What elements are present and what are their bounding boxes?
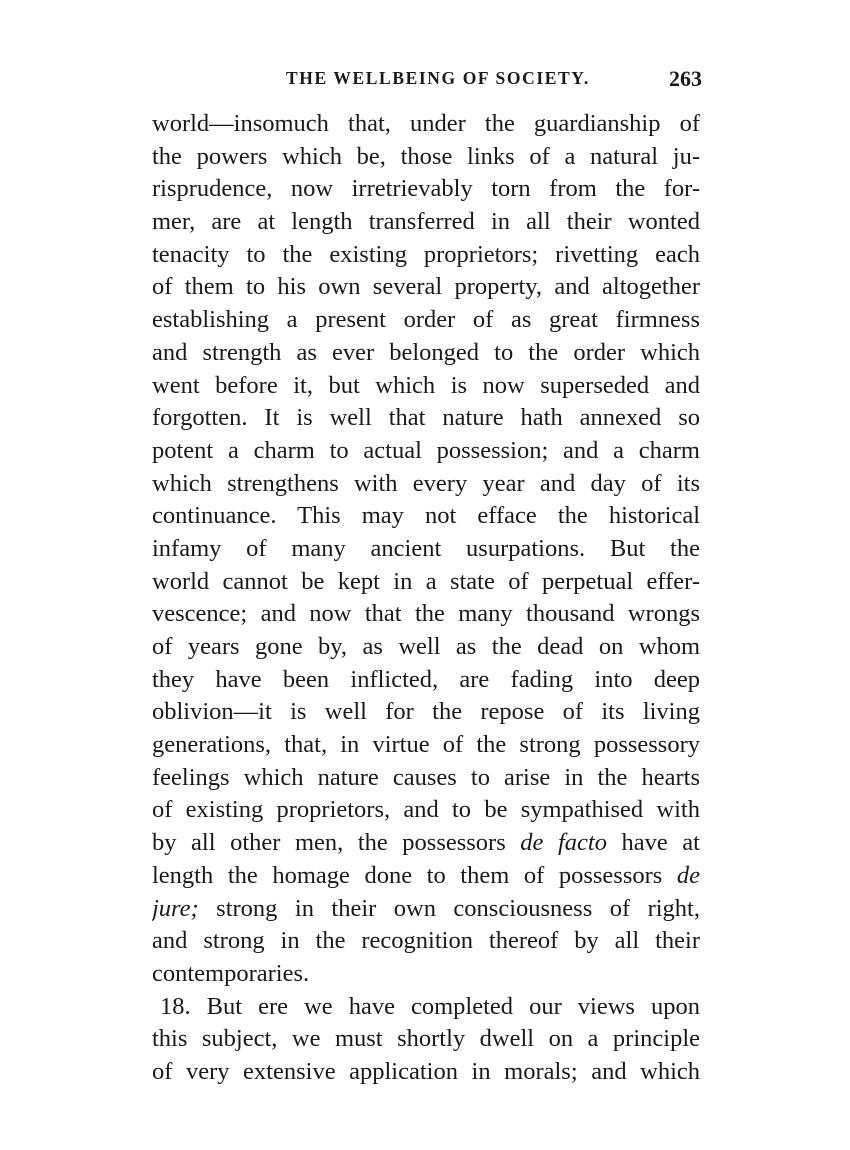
text-line: of very extensive application in morals; and which (152, 1057, 700, 1085)
text-line: risprudence, now irretrievably torn from the for- (152, 175, 700, 203)
text-line: vescence; and now that the many thousand wrongs (152, 600, 700, 628)
running-head (150, 66, 702, 96)
text-line: infamy of many ancient usurpations. But the (152, 534, 700, 562)
page-number: 263 (669, 66, 702, 91)
paragraph-start-line: 18. But ere we have completed our views upon (160, 992, 700, 1020)
text-line-with-italic (152, 860, 700, 893)
text-line: forgotten. It is well that nature hath annexed so (152, 404, 700, 432)
text-line: world—insomuch that, under the guardianship of (152, 110, 700, 137)
text-line: continuance. This may not efface the historical (152, 502, 700, 530)
line-text: strong in their own consciousness of right, (198, 894, 700, 922)
text-line: and strength as ever belonged to the order which (152, 338, 700, 366)
italic-phrase: jure; (152, 894, 199, 922)
body-text (152, 108, 700, 1089)
text-line: of them to his own several property, and altogether (152, 273, 700, 301)
line-text: length the homage done to them of possessors (152, 861, 677, 889)
text-line: the powers which be, those links of a natural ju- (152, 142, 700, 170)
running-title: THE WELLBEING OF SOCIETY. (286, 68, 590, 88)
text-line: and strong in the recognition thereof by all their (152, 927, 700, 955)
text-line: potent a charm to actual possession; and a charm (152, 436, 700, 464)
text-line-with-italic (152, 893, 700, 926)
text-line: feelings which nature causes to arise in the hearts (152, 763, 700, 791)
text-line: oblivion—it is well for the repose of its living (152, 698, 700, 726)
text-line-with-italic (152, 827, 700, 860)
text-line: mer, are at length transferred in all their wonted (152, 208, 700, 236)
text-line: which strengthens with every year and day of its (152, 469, 700, 497)
text-line: this subject, we must shortly dwell on a principle (152, 1025, 700, 1053)
text-line: they have been inflicted, are fading into deep (152, 665, 700, 693)
paragraph-end-line: contemporaries. (152, 959, 310, 987)
text-line: of existing proprietors, and to be sympathised with (152, 796, 700, 824)
text-line: tenacity to the existing proprietors; rivetting each (152, 240, 700, 268)
text-line: world cannot be kept in a state of perpetual effer- (152, 567, 700, 595)
text-line: establishing a present order of as great firmness (152, 306, 700, 334)
line-text: by all other men, the possessors (152, 829, 521, 857)
text-line: went before it, but which is now superseded and (152, 371, 700, 399)
italic-phrase: de (676, 861, 700, 889)
text-line: generations, that, in virtue of the strong possessory (152, 731, 700, 759)
text-line: of years gone by, as well as the dead on whom (152, 633, 700, 660)
line-text: have at (606, 829, 700, 857)
italic-phrase: de facto (520, 829, 607, 857)
